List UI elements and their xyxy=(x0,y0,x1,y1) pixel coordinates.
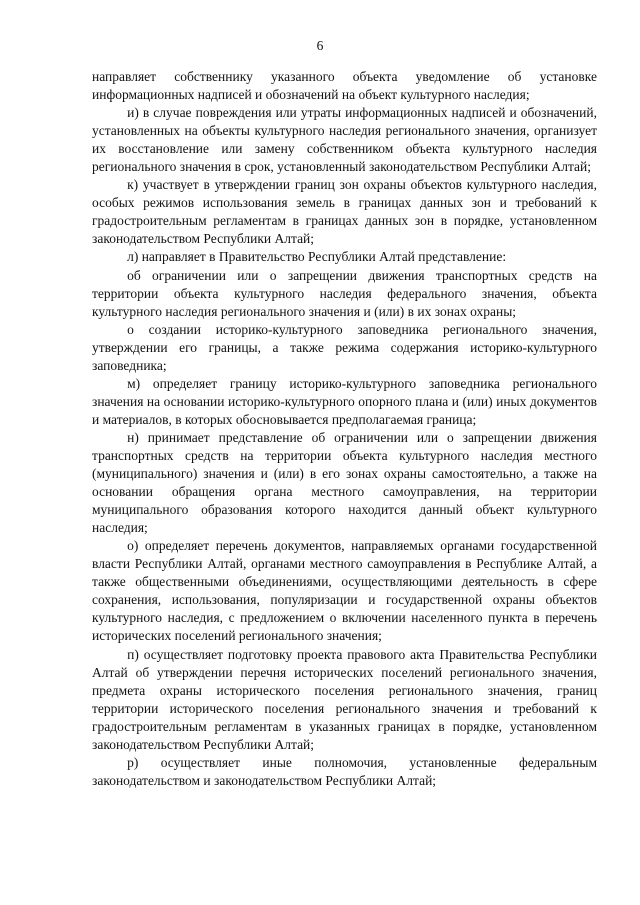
paragraph: об ограничении или о запрещении движения транспортных средств на территории объекта культурного наследия федерального значения, объекта культурного наследия регионального значения и (или) в их зонах охраны; xyxy=(92,267,597,319)
document-body xyxy=(92,68,597,790)
paragraph: и) в случае повреждения или утраты информационных надписей и обозначений, установленных на объекты культурного наследия регионального значения, организует их восстановление или замену собственником объекта культурного наследия регионального значения в срок, установленный законодательством Республики Алтай; xyxy=(92,105,597,175)
paragraph: к) участвует в утверждении границ зон охраны объектов культурного наследия, особых режимов использования земель в границах данных зон и требований к градостроительным регламентам в границах данных зон в порядке, установленном законодательством Республики Алтай; xyxy=(92,177,597,247)
page-number: 6 xyxy=(316,38,324,53)
paragraph: л) направляет в Правительство Республики Алтай представление: xyxy=(127,249,507,265)
paragraph: о) определяет перечень документов, направляемых органами государственной власти Республики Алтай, органами местного самоуправления в Республике Алтай, а также общественными объединениями, осуществляющими деятельность в сфере сохранения, использования, популяризации и государственной охраны объектов культурного наследия, с предложением о включении населенного пункта в перечень исторических поселений регионального значения; xyxy=(92,538,597,644)
paragraph: н) принимает представление об ограничении или о запрещении движения транспортных средств на территории объекта культурного наследия местного (муниципального) значения и (или) в его зонах охраны самостоятельно, а также на основании обращения органа местного самоуправления, на территории муниципального образования которого находится данный объект культурного наследия; xyxy=(92,429,597,536)
paragraph: о создании историко-культурного заповедника регионального значения, утверждении его границы, а также режима содержания историко-культурного заповедника; xyxy=(92,321,597,373)
paragraph: п) осуществляет подготовку проекта правового акта Правительства Республики Алтай об утверждении перечня исторических поселений регионального значения, предмета охраны исторического поселения регионального значения, границ территории исторического поселения регионального значения и требований к градостроительным регламентам в указанных границах в порядке, установленном законодательством Республики Алтай; xyxy=(92,646,597,752)
paragraph: р) осуществляет иные полномочия, установленные федеральным законодательством и законодательством Республики Алтай; xyxy=(92,754,597,788)
paragraph: м) определяет границу историко-культурного заповедника регионального значения на основании историко-культурного опорного плана и (или) иных документов и материалов, в которых обосновывается предполагаемая граница; xyxy=(92,375,597,427)
paragraph: направляет собственнику указанного объекта уведомление об установке информационных надписей и обозначений на объект культурного наследия; xyxy=(92,69,597,103)
